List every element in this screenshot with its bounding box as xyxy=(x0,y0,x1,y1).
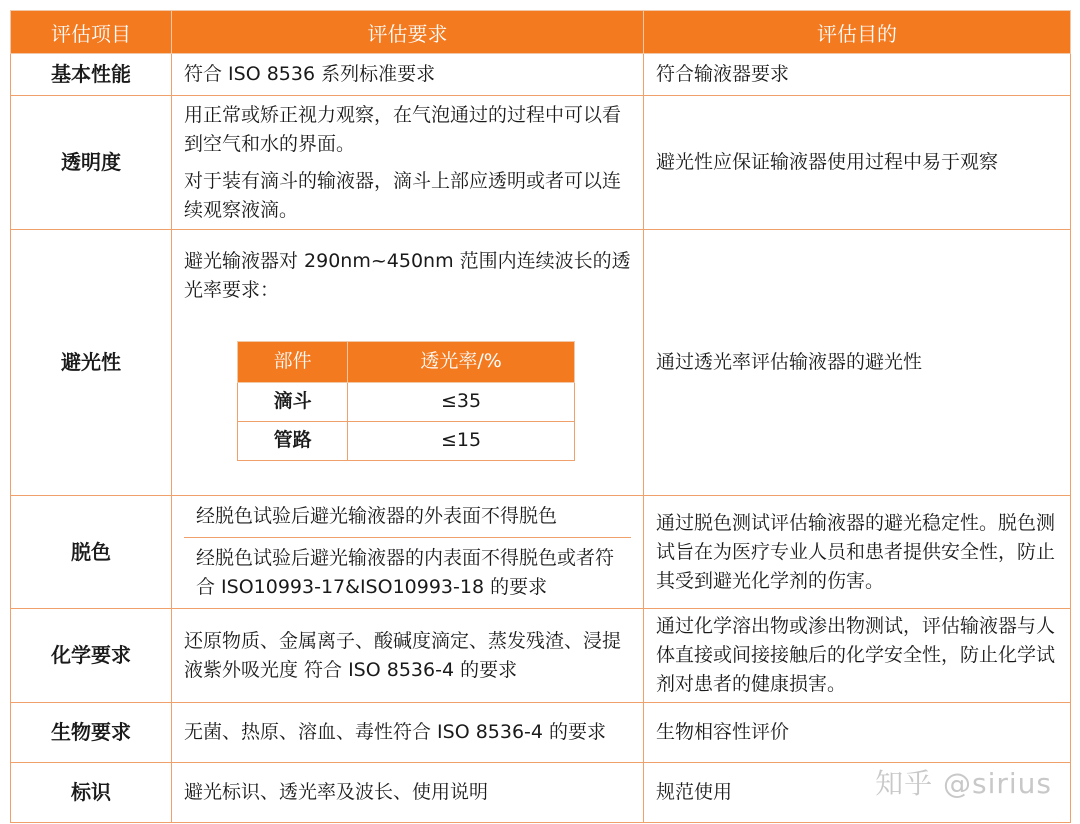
row-purpose: 避光性应保证输液器使用过程中易于观察 xyxy=(644,96,1071,230)
requirement-paragraph: 避光输液器对 290nm~450nm 范围内连续波长的透光率要求： xyxy=(184,249,631,301)
table-row xyxy=(11,703,1071,763)
requirement-paragraph: 用正常或矫正视力观察，在气泡通过的过程中可以看到空气和水的界面。 xyxy=(184,103,622,155)
row-purpose: 通过脱色测试评估输液器的避光稳定性。脱色测试旨在为医疗专业人员和患者提供安全性，防止其受到避光化学剂的伤害。 xyxy=(644,496,1071,609)
row-requirement: 无菌、热原、溶血、毒性符合 ISO 8536-4 的要求 xyxy=(172,703,644,763)
watermark: 知乎 @sirius xyxy=(875,767,1052,800)
row-purpose: 通过化学溶出物或渗出物测试，评估输液器与人体直接或间接接触后的化学安全性，防止化学试剂对患者的健康损害。 xyxy=(644,609,1071,703)
table-row xyxy=(11,54,1071,96)
row-requirement xyxy=(172,230,644,496)
transmittance-table xyxy=(237,341,575,461)
row-requirement: 避光标识、透光率及波长、使用说明 xyxy=(172,763,644,823)
row-item: 标识 xyxy=(11,763,172,823)
row-purpose: 符合输液器要求 xyxy=(644,54,1071,96)
inner-header-row xyxy=(238,341,575,382)
row-item: 生物要求 xyxy=(11,703,172,763)
row-item: 避光性 xyxy=(11,230,172,496)
inner-part: 滴斗 xyxy=(238,382,348,421)
row-requirement xyxy=(172,96,644,230)
table-header-row xyxy=(11,11,1071,54)
inner-value: ≤15 xyxy=(348,421,575,460)
row-requirement: 还原物质、金属离子、酸碱度滴定、蒸发残渣、浸提液紫外吸光度 符合 ISO 8536-4 的要求 xyxy=(172,609,644,703)
inner-part: 管路 xyxy=(238,421,348,460)
row-item: 透明度 xyxy=(11,96,172,230)
evaluation-table xyxy=(10,10,1071,823)
inner-header-value: 透光率/% xyxy=(348,341,575,382)
header-requirement: 评估要求 xyxy=(172,11,644,54)
inner-value: ≤35 xyxy=(348,382,575,421)
inner-header-part: 部件 xyxy=(238,341,348,382)
header-purpose: 评估目的 xyxy=(644,11,1071,54)
row-item: 化学要求 xyxy=(11,609,172,703)
row-requirement: 符合 ISO 8536 系列标准要求 xyxy=(172,54,644,96)
table-row xyxy=(11,230,1071,496)
inner-row xyxy=(238,421,575,460)
row-purpose: 通过透光率评估输液器的避光性 xyxy=(644,230,1071,496)
table-row xyxy=(11,609,1071,703)
row-item: 脱色 xyxy=(11,496,172,609)
row-purpose: 规范使用 xyxy=(644,763,1071,823)
table-row xyxy=(11,96,1071,230)
row-item: 基本性能 xyxy=(11,54,172,96)
requirement-part: 经脱色试验后避光输液器的外表面不得脱色 xyxy=(196,505,558,527)
row-requirement xyxy=(172,496,644,609)
requirement-part: 经脱色试验后避光输液器的内表面不得脱色或者符合 ISO10993-17&ISO10993-18 的要求 xyxy=(184,537,631,608)
requirement-paragraph: 对于装有滴斗的输液器，滴斗上部应透明或者可以连续观察液滴。 xyxy=(184,169,622,221)
inner-row xyxy=(238,382,575,421)
table-row xyxy=(11,496,1071,609)
header-item: 评估项目 xyxy=(11,11,172,54)
row-purpose: 生物相容性评价 xyxy=(644,703,1071,763)
